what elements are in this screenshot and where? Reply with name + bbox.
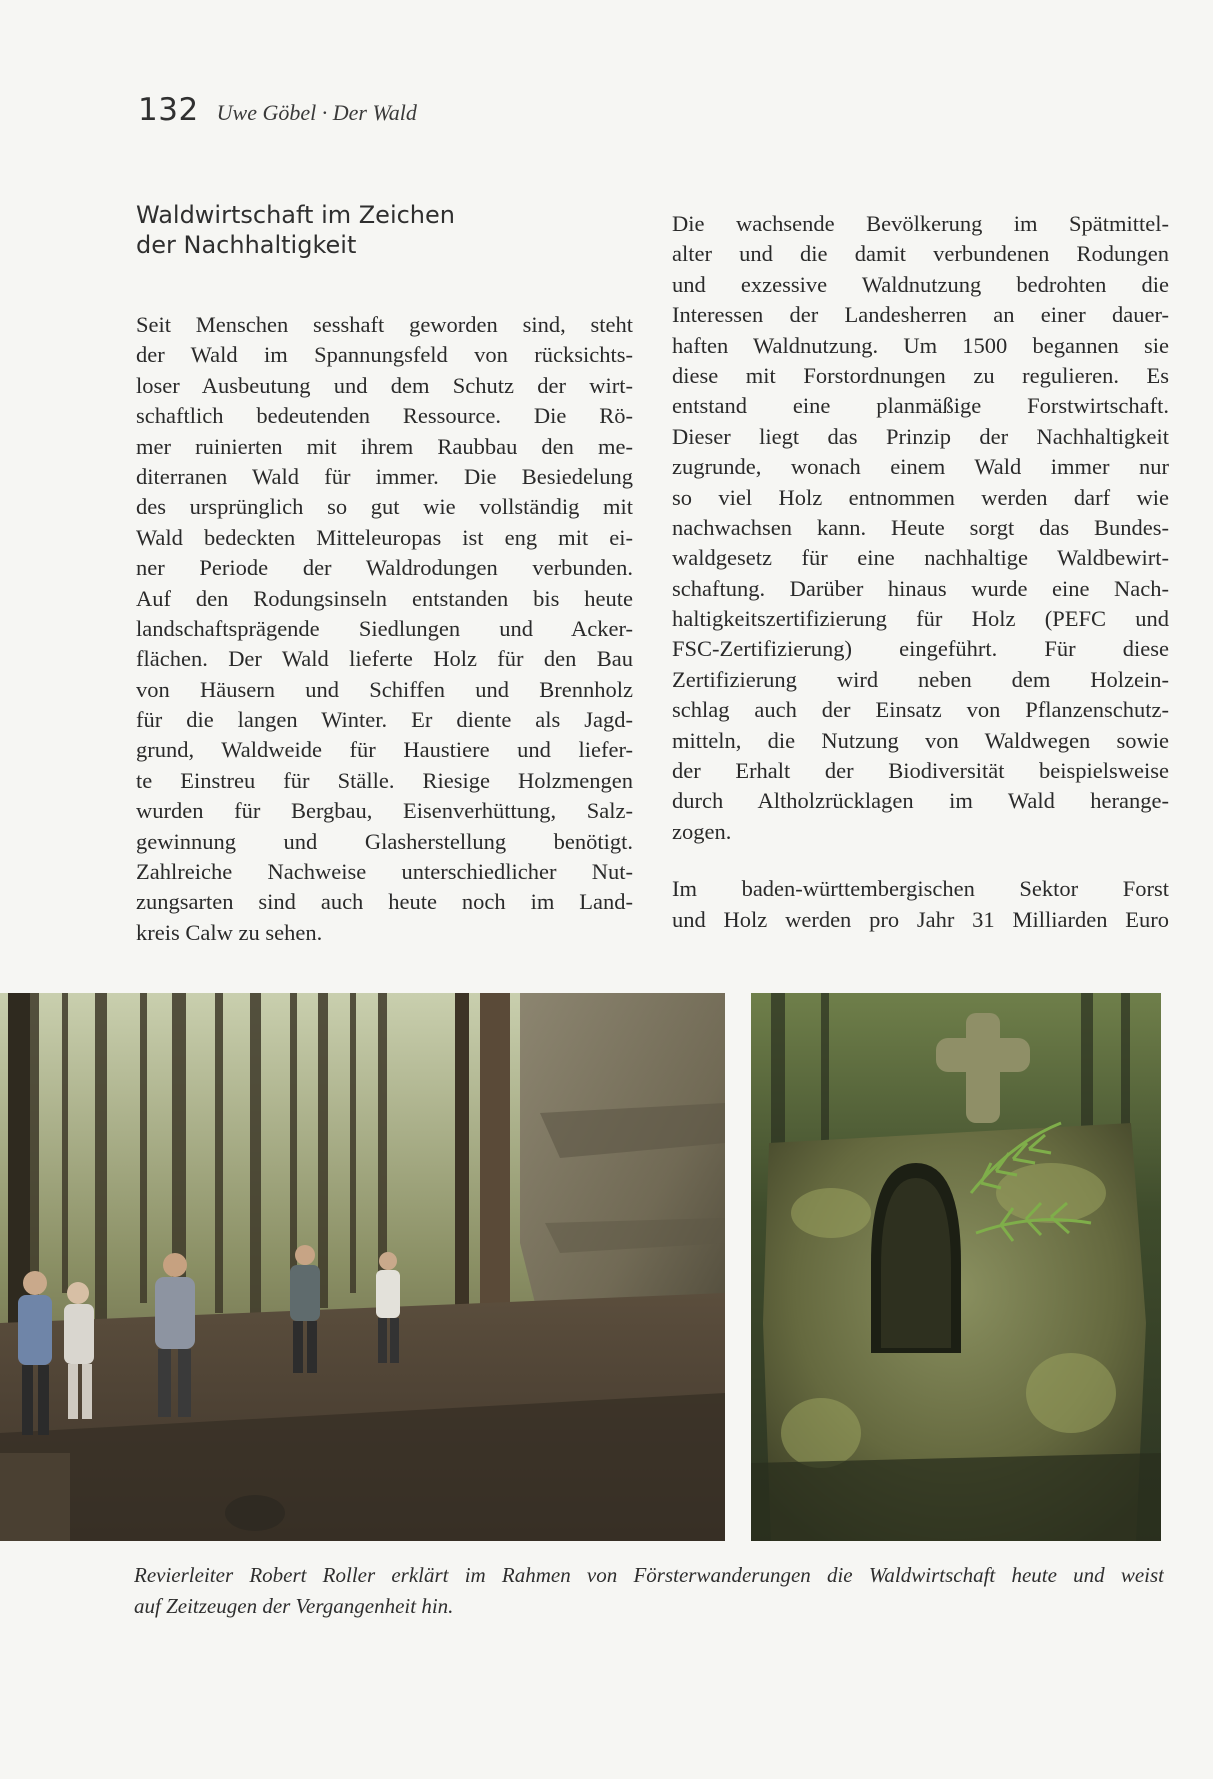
text-line: für die langen Winter. Er diente als Jagd-	[136, 707, 633, 733]
right-paragraph-2	[672, 874, 1169, 935]
forest-walk-photo	[0, 993, 725, 1541]
text-line: wurden für Bergbau, Eisenverhüttung, Salz-	[136, 798, 633, 824]
left-paragraph	[136, 310, 633, 948]
text-line: ner Periode der Waldrodungen verbunden.	[136, 555, 633, 581]
text-line: durch Altholzrücklagen im Wald herange-	[672, 788, 1169, 814]
text-line: haltigkeitszertifizierung für Holz (PEFC und	[672, 606, 1169, 632]
text-line: diterranen Wald für immer. Die Besiedelung	[136, 463, 633, 489]
text-line: zugrunde, wonach einem Wald immer nur	[672, 454, 1169, 480]
text-line: schaftung. Darüber hinaus wurde eine Nach-	[672, 575, 1169, 601]
text-line: flächen. Der Wald lieferte Holz für den Bau	[136, 646, 633, 672]
text-line: Die wachsende Bevölkerung im Spätmittel-	[672, 211, 1169, 236]
text-line: und exzessive Waldnutzung bedrohten die	[672, 271, 1169, 297]
section-heading	[136, 200, 633, 260]
text-line: grund, Waldweide für Haustiere und liefer-	[136, 737, 633, 763]
text-line: landschaftsprägende Siedlungen und Acker-	[136, 615, 633, 641]
paragraph-gap	[672, 847, 1169, 874]
text-line: loser Ausbeutung und dem Schutz der wirt-	[136, 372, 633, 398]
text-line: Dieser liegt das Prinzip der Nachhaltigkeit	[672, 423, 1169, 449]
text-line: FSC-Zertifizierung) eingeführt. Für diese	[672, 636, 1169, 662]
text-line: zogen.	[672, 818, 732, 844]
text-line: Auf den Rodungsinseln entstanden bis heute	[136, 585, 633, 611]
caption-line: auf Zeitzeugen der Vergangenheit hin.	[134, 1594, 454, 1618]
text-line: diese mit Forstordnungen zu regulieren. Es	[672, 362, 1169, 388]
text-line: und Holz werden pro Jahr 31 Milliarden Euro	[672, 906, 1169, 932]
text-line: nachwachsen kann. Heute sorgt das Bundes-	[672, 514, 1169, 540]
moss-shrine-photo	[751, 993, 1161, 1541]
text-line: mer ruinierten mit ihrem Raubbau den me-	[136, 433, 633, 459]
section-heading-line: der Nachhaltigkeit	[136, 231, 357, 259]
text-line: kreis Calw zu sehen.	[136, 919, 323, 945]
text-line: Wald bedeckten Mitteleuropas ist eng mit ei-	[136, 524, 633, 550]
text-line: Zertifizierung wird neben dem Holzein-	[672, 666, 1169, 692]
text-line: so viel Holz entnommen werden darf wie	[672, 484, 1169, 510]
text-line: der Wald im Spannungsfeld von rücksichts-	[136, 342, 633, 368]
text-line: te Einstreu für Ställe. Riesige Holzmengen	[136, 767, 633, 793]
text-line: schlag auch der Einsatz von Pflanzenschutz-	[672, 697, 1169, 723]
text-line: Seit Menschen sesshaft geworden sind, steht	[136, 312, 633, 337]
text-line: gewinnung und Glasherstellung benötigt.	[136, 828, 633, 854]
caption-line: Revierleiter Robert Roller erklärt im Rahmen von Försterwanderungen die Waldwirtschaft heute und weist	[134, 1563, 1164, 1587]
text-line: von Häusern und Schiffen und Brennholz	[136, 676, 633, 702]
forest-walk-illustration	[0, 993, 725, 1541]
text-line: des ursprünglich so gut wie vollständig mit	[136, 494, 633, 520]
text-line: schaftlich bedeutenden Ressource. Die Rö-	[136, 403, 633, 429]
text-line: alter und die damit verbundenen Rodungen	[672, 241, 1169, 267]
right-paragraph-1	[672, 209, 1169, 847]
text-line: mitteln, die Nutzung von Waldwegen sowie	[672, 727, 1169, 753]
page-header	[138, 92, 417, 132]
running-title: Uwe Göbel · Der Wald	[216, 100, 417, 125]
moss-shrine-illustration	[751, 993, 1161, 1541]
text-line: entstand eine planmäßige Forstwirtschaft.	[672, 393, 1169, 419]
photo-caption	[134, 1560, 1164, 1622]
text-line: zungsarten sind auch heute noch im Land-	[136, 889, 633, 915]
text-line: der Erhalt der Biodiversität beispielsweise	[672, 758, 1169, 784]
section-heading-line: Waldwirtschaft im Zeichen	[136, 201, 455, 229]
text-line: haften Waldnutzung. Um 1500 begannen sie	[672, 332, 1169, 358]
text-line: Zahlreiche Nachweise unterschiedlicher Nut-	[136, 859, 633, 885]
left-column	[136, 200, 633, 948]
text-line: Interessen der Landesherren an einer dauer-	[672, 302, 1169, 328]
text-line: waldgesetz für eine nachhaltige Waldbewirt-	[672, 545, 1169, 571]
text-line: Im baden-württembergischen Sektor Forst	[672, 876, 1169, 902]
page-number: 132	[138, 92, 199, 128]
right-column	[672, 209, 1169, 935]
